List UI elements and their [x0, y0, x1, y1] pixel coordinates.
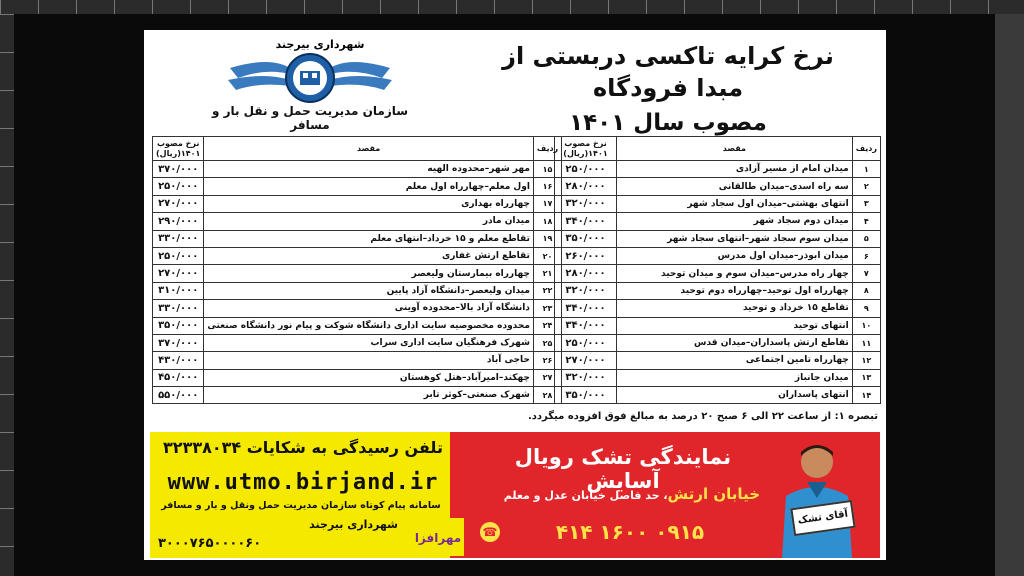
row-index: ۱۶: [533, 178, 561, 195]
ad-title: نمایندگی تشک رویال آسایش: [514, 445, 732, 493]
row-index: ۱۹: [533, 230, 561, 247]
row-price: ۲۵۰/۰۰۰: [153, 247, 204, 264]
sms-service-text: سامانه پیام کوتاه سازمان مدیریت حمل ونقل و بار و مسافر: [161, 500, 441, 511]
row-price: ۵۵۰/۰۰۰: [153, 387, 204, 404]
page-title: [478, 40, 858, 138]
ad-municipality: شهرداری بیرجند: [309, 518, 398, 531]
row-price: ۳۵۰/۰۰۰: [153, 317, 204, 334]
table-row: [153, 369, 562, 386]
row-price: ۲۸۰/۰۰۰: [555, 178, 617, 195]
table-row: [153, 178, 562, 195]
fare-table-right: [554, 136, 881, 404]
row-index: ۱۴: [852, 387, 880, 404]
table-row: [555, 161, 881, 178]
row-destination: تقاطع ارتش پاسداران–میدان قدس: [617, 334, 853, 351]
row-destination: میدان امام از مسیر آزادی: [617, 161, 853, 178]
table-row: [555, 213, 881, 230]
table-row: [555, 178, 881, 195]
table-row: [153, 317, 562, 334]
row-destination: اول معلم–چهارراه اول معلم: [204, 178, 534, 195]
row-price: ۳۷۰/۰۰۰: [153, 161, 204, 178]
phone-icon: ☎: [480, 522, 500, 542]
row-price: ۲۹۰/۰۰۰: [153, 213, 204, 230]
row-destination: محدوده مخصوصیه سایت اداری دانشگاه شوکت و پیام نور دانشگاه صنعتی: [204, 317, 534, 334]
row-price: ۳۳۰/۰۰۰: [153, 230, 204, 247]
row-price: ۴۳۰/۰۰۰: [153, 352, 204, 369]
table-row: [153, 230, 562, 247]
row-index: ۸: [852, 282, 880, 299]
ad-phone: ۰۹۱۵ ۱۶۰۰ ۴۱۴: [555, 520, 705, 544]
row-destination: چهارراه اول توحید–چهارراه دوم توحید: [617, 282, 853, 299]
row-destination: میدان دوم سجاد شهر: [617, 213, 853, 230]
row-index: ۲۵: [533, 334, 561, 351]
row-destination: تقاطع معلم و ۱۵ خرداد–انتهای معلم: [204, 230, 534, 247]
complaint-phone: تلفن رسیدگی به شکایات ۳۲۳۳۸۰۳۴: [163, 438, 443, 457]
ruler-left: [0, 14, 14, 576]
row-index: ۱۳: [852, 369, 880, 386]
row-index: ۱۷: [533, 195, 561, 212]
row-index: ۱: [852, 161, 880, 178]
row-destination: شهرک صنعتی–کوثر تابر: [204, 387, 534, 404]
row-price: ۴۵۰/۰۰۰: [153, 369, 204, 386]
col-price-header: نرخ مصوب ۱۴۰۱(ریال): [555, 137, 617, 161]
ad-address-rest: ، حد فاصل خیابان عدل و معلم: [503, 489, 668, 502]
row-destination: سه راه اسدی–میدان طالقانی: [617, 178, 853, 195]
row-price: ۳۵۰/۰۰۰: [555, 230, 617, 247]
col-price-header: نرخ مصوب ۱۴۰۱(ریال): [153, 137, 204, 161]
row-price: ۳۴۰/۰۰۰: [555, 300, 617, 317]
row-destination: میدان سوم سجاد شهر–انتهای سجاد شهر: [617, 230, 853, 247]
advertisement-banner: [150, 432, 880, 558]
row-index: ۷: [852, 265, 880, 282]
fare-table-left: [152, 136, 562, 404]
table-row: [555, 230, 881, 247]
row-destination: انتهای پاسداران: [617, 387, 853, 404]
sms-number: ۳۰۰۰۷۶۵۰۰۰۰۶۰: [158, 536, 262, 551]
row-index: ۲۱: [533, 265, 561, 282]
row-price: ۲۷۰/۰۰۰: [153, 265, 204, 282]
row-index: ۱۵: [533, 161, 561, 178]
title-line-1: نرخ کرایه تاکسی دربستی از مبدا فرودگاه: [502, 42, 834, 102]
table-row: [555, 247, 881, 264]
row-price: ۲۸۰/۰۰۰: [555, 265, 617, 282]
col-index-header: ردیف: [533, 137, 561, 161]
row-destination: میدان ابوذر–میدان اول مدرس: [617, 247, 853, 264]
row-destination: میدان ولیعصر–دانشگاه آزاد پایین: [204, 282, 534, 299]
row-index: ۱۱: [852, 334, 880, 351]
row-price: ۲۵۰/۰۰۰: [555, 334, 617, 351]
row-index: ۲۴: [533, 317, 561, 334]
row-destination: مهر شهر–محدوده الهیه: [204, 161, 534, 178]
row-destination: تقاطع ۱۵ خرداد و توحید: [617, 300, 853, 317]
row-index: ۲۰: [533, 247, 561, 264]
table-row: [555, 195, 881, 212]
table-row: [153, 334, 562, 351]
night-surcharge-note: تبصره ۱: از ساعت ۲۲ الی ۶ صبح ۲۰ درصد به مبالغ فوق افزوده میگردد.: [527, 411, 878, 422]
table-row: [555, 369, 881, 386]
row-price: ۳۳۰/۰۰۰: [153, 300, 204, 317]
table-row: [555, 352, 881, 369]
row-index: ۲۳: [533, 300, 561, 317]
col-index-header: ردیف: [852, 137, 880, 161]
row-destination: انتهای توحید: [617, 317, 853, 334]
table-row: [153, 161, 562, 178]
row-index: ۲۲: [533, 282, 561, 299]
table-row: [555, 317, 881, 334]
row-destination: حاجی آباد: [204, 352, 534, 369]
logo-organization-text: سازمان مدیریت حمل و نقل بار و مسافر: [211, 104, 409, 132]
row-price: ۳۲۰/۰۰۰: [555, 282, 617, 299]
row-price: ۳۲۰/۰۰۰: [555, 369, 617, 386]
row-price: ۲۷۰/۰۰۰: [153, 195, 204, 212]
row-destination: انتهای بهشتی–میدان اول سجاد شهر: [617, 195, 853, 212]
row-destination: چهارراه بیمارستان ولیعصر: [204, 265, 534, 282]
row-index: ۹: [852, 300, 880, 317]
municipality-logo: [210, 38, 410, 132]
row-index: ۲: [852, 178, 880, 195]
row-price: ۳۲۰/۰۰۰: [555, 195, 617, 212]
row-price: ۲۶۰/۰۰۰: [555, 247, 617, 264]
col-destination-header: مقصد: [617, 137, 853, 161]
ad-address: [475, 485, 760, 503]
row-price: ۲۵۰/۰۰۰: [153, 178, 204, 195]
title-line-2: مصوب سال ۱۴۰۱: [569, 110, 767, 136]
row-index: ۵: [852, 230, 880, 247]
table-row: [153, 387, 562, 404]
row-price: ۲۵۰/۰۰۰: [555, 161, 617, 178]
side-panel: [995, 14, 1024, 576]
brand-logo-text: مهرافزا: [414, 531, 462, 545]
row-destination: میدان جانباز: [617, 369, 853, 386]
row-index: ۲۷: [533, 369, 561, 386]
brand-logo-icon: [412, 518, 464, 556]
row-destination: چهارراه تامین اجتماعی: [617, 352, 853, 369]
row-price: ۳۴۰/۰۰۰: [555, 213, 617, 230]
row-destination: میدان مادر: [204, 213, 534, 230]
table-row: [153, 282, 562, 299]
table-row: [555, 282, 881, 299]
table-row: [153, 213, 562, 230]
row-destination: تقاطع ارتش غفاری: [204, 247, 534, 264]
ad-sign: آقای تشک: [790, 500, 855, 536]
row-price: ۳۴۰/۰۰۰: [555, 317, 617, 334]
row-destination: شهرک فرهنگیان سایت اداری سراب: [204, 334, 534, 351]
person-photo-icon: [772, 438, 862, 558]
table-row: [555, 300, 881, 317]
row-price: ۳۵۰/۰۰۰: [555, 387, 617, 404]
table-row: [153, 300, 562, 317]
table-row: [153, 195, 562, 212]
table-row: [555, 334, 881, 351]
table-row: [153, 247, 562, 264]
table-row: [555, 265, 881, 282]
col-destination-header: مقصد: [204, 137, 534, 161]
logo-municipality-text: شهرداری بیرجند: [275, 38, 365, 51]
row-index: ۱۸: [533, 213, 561, 230]
website-link[interactable]: www.utmo.birjand.ir: [167, 470, 439, 495]
ruler-top: [0, 0, 1024, 14]
row-destination: چهارراه بهداری: [204, 195, 534, 212]
row-index: ۱۲: [852, 352, 880, 369]
row-index: ۳: [852, 195, 880, 212]
fare-table-left-body: [153, 161, 562, 404]
row-index: ۱۰: [852, 317, 880, 334]
row-index: ۶: [852, 247, 880, 264]
row-index: ۴: [852, 213, 880, 230]
row-price: ۲۷۰/۰۰۰: [555, 352, 617, 369]
row-price: ۳۷۰/۰۰۰: [153, 334, 204, 351]
table-row: [153, 352, 562, 369]
row-destination: دانشگاه آزاد بالا–محدوده آوینی: [204, 300, 534, 317]
fare-table-right-body: [555, 161, 881, 404]
row-destination: چهار راه مدرس–میدان سوم و میدان توحید: [617, 265, 853, 282]
document-page: [144, 30, 886, 560]
row-index: ۲۸: [533, 387, 561, 404]
row-index: ۲۶: [533, 352, 561, 369]
table-row: [153, 265, 562, 282]
row-destination: چهکند–امیرآباد–هتل کوهستان: [204, 369, 534, 386]
table-row: [555, 387, 881, 404]
row-price: ۳۱۰/۰۰۰: [153, 282, 204, 299]
ad-address-street: خیابان ارتش: [667, 485, 760, 503]
